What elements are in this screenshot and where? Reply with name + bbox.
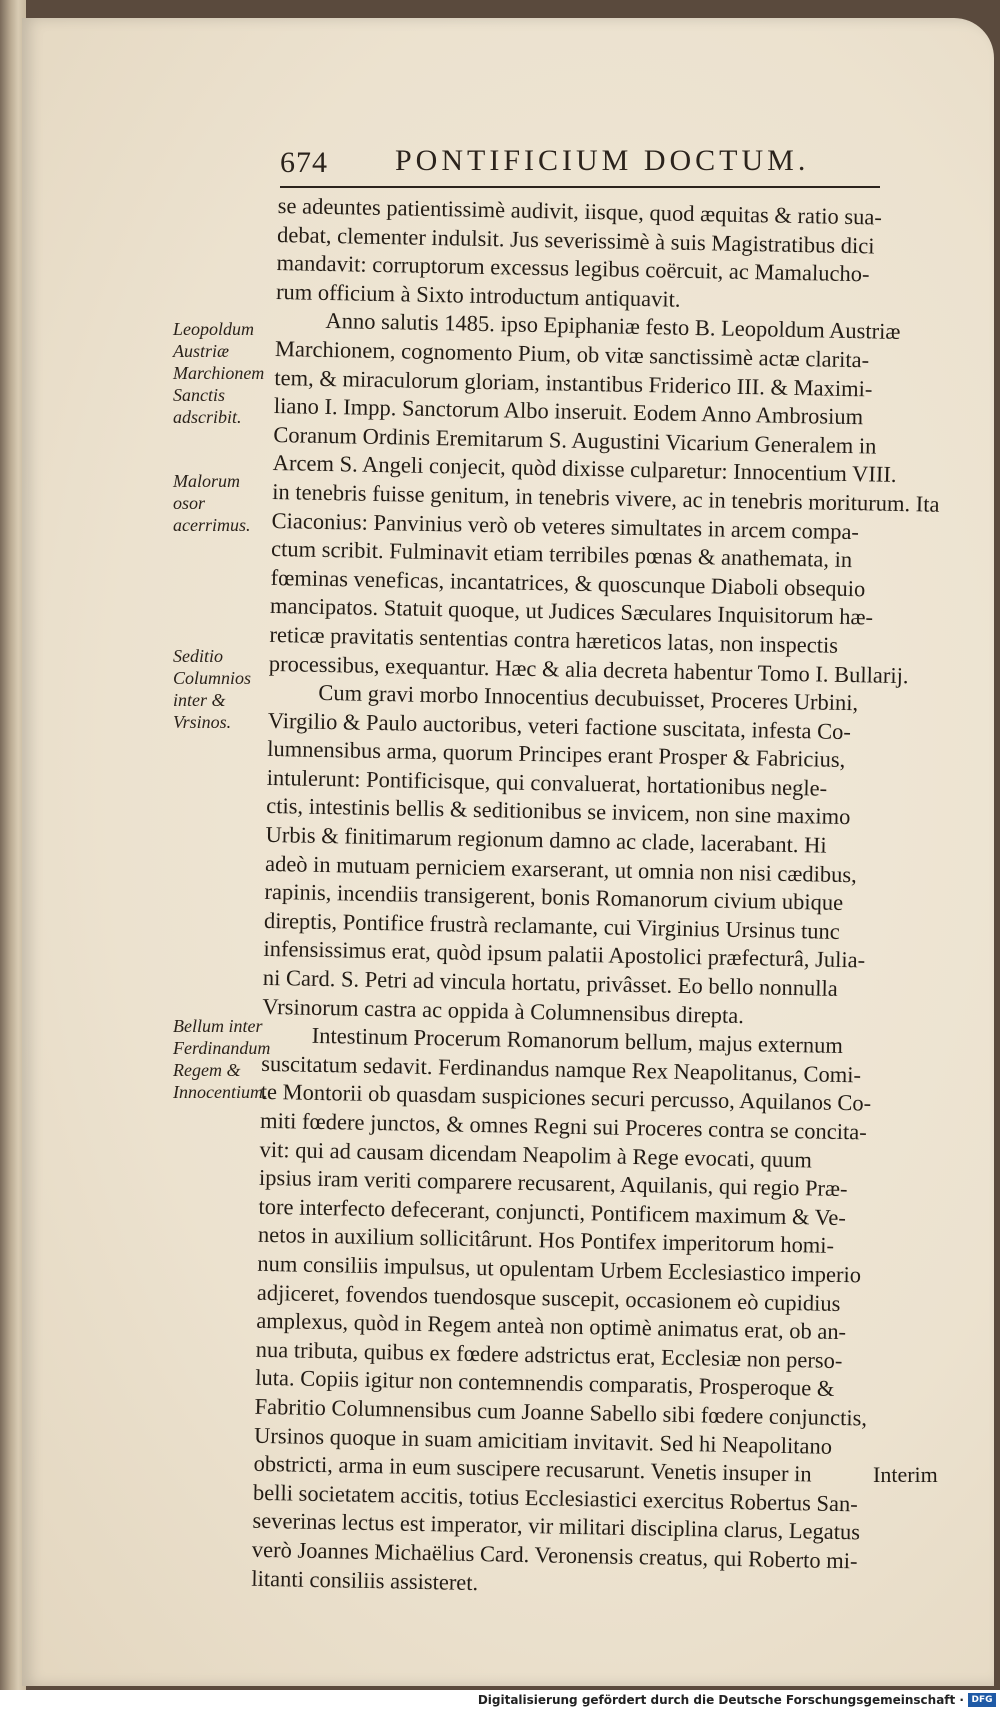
text-line: adeò in mutuam perniciem exarserant, ut omnia non nisi cædibus, (264, 850, 857, 887)
text-line: tem, & miraculorum gloriam, instantibus Friderico III. & Maximi- (274, 364, 873, 402)
text-line: debat, clementer indulsit. Jus severissimè à suis Magistratibus dici (276, 221, 875, 259)
text-line: liano I. Impp. Sanctorum Albo inseruit. Eodem Anno Ambrosium (273, 393, 864, 430)
text-line: Coranum Ordinis Eremitarum S. Augustini Vicarium Generalem in (273, 421, 877, 459)
page-header (280, 140, 860, 190)
text-line: ni Card. S. Petri ad vincula hortatu, privâsset. Eo bello nonnulla (262, 964, 838, 1001)
running-head: PONTIFICIUM DOCTUM. (395, 144, 810, 177)
text-line: Arcem S. Angeli conjecit, quòd dixisse culparetur: Innocentium VIII. (272, 450, 897, 488)
text-line: tore interfecto defecerant, conjuncti, Pontificem maximum & Ve- (258, 1193, 847, 1230)
text-line: mancipatos. Statuit quoque, ut Judices Sæculares Inquisitorum hæ- (269, 593, 874, 630)
text-line: netos in auxilium sollicitârunt. Hos Pontifex imperitorum homi- (257, 1222, 835, 1259)
text-line: Marchionem, cognomento Pium, ob vitæ sanctissimè actæ clarita- (274, 335, 870, 373)
text-line: litanti consiliis assisteret. (251, 1565, 479, 1595)
text-line: Virgilio & Paulo auctoribus, veteri factione suscitata, infesta Co- (267, 707, 852, 744)
dfg-logo: DFG (968, 1693, 996, 1707)
catchword: Interim (873, 1462, 938, 1487)
text-line: fœminas veneficas, incantatrices, & quoscunque Diaboli obsequio (270, 564, 866, 602)
text-line: Urbis & finitimarum regionum damno ac clade, lacerabant. Hi (265, 821, 827, 858)
text-line: direptis, Pontifice frustrà reclamante, cui Virginius Ursinus tunc (263, 907, 840, 944)
text-line: ctum scribit. Fulminavit etiam terribiles pœnas & anathemata, in (270, 536, 853, 573)
header-rule (280, 186, 880, 188)
margin-note-malorum: Malorum osor acerrimus. (173, 471, 251, 535)
text-line: miti fœdere junctos, & omnes Regni sui Proceres contra se concita- (259, 1107, 868, 1145)
text-line: Anno salutis 1485. ipso Epiphaniæ festo B. Leopoldum Austriæ (325, 308, 901, 345)
text-line: Fabritio Columnensibus cum Joanne Sabello sibi fœdere conjunctis, (254, 1393, 868, 1431)
text-line: num consiliis impulsus, ut opulentam Urbem Ecclesiastico imperio (257, 1250, 862, 1288)
text-line: reticæ pravitatis sententias contra hæreticos latas, non inspectis (269, 621, 839, 658)
text-line: lumnensibus arma, quorum Principes erant Prosper & Fabricius, (267, 736, 846, 773)
text-line: processibus, exequantur. Hæc & alia decreta habentur Tomo I. Bullarij. (268, 650, 909, 688)
text-line: Ciaconius: Panvinius verò ob veteres simultates in arcem compa- (271, 507, 860, 544)
margin-note-seditio: Seditio Columnios inter & Vrsinos. (173, 646, 252, 732)
text-line: severinas lectus est imperator, vir militari disciplina clarus, Legatus (252, 1508, 861, 1545)
body-text (251, 192, 940, 1605)
page-number: 674 (280, 146, 328, 179)
text-line: vit: qui ad causam dicendam Neapolim à Rege evocati, quum (259, 1136, 813, 1173)
text-line: intulerunt: Pontificisque, qui convaluerat, hortationibus negle- (266, 764, 828, 801)
margin-note-bellum: Bellum inter Ferdinandum Regem & Innocentium. (173, 1016, 271, 1102)
text-line: adjiceret, fovendos tuendosque suscepit, occasionem eò cupidius (256, 1279, 841, 1316)
text-line: suscitatum sedavit. Ferdinandus namque Rex Neapolitanus, Comi- (261, 1050, 862, 1088)
text-line: Vrsinorum castra ac oppida à Columnensibus direpta. (262, 993, 745, 1028)
text-line: luta. Copiis igitur non contemnendis comparatis, Prosperoque & (254, 1365, 835, 1402)
text-line: Ursinos quoque in suam amicitiam invitavit. Sed hi Neapolitano (253, 1422, 833, 1459)
text-line: rum officium à Sixto introductum antiquavit. (275, 278, 681, 312)
text-line: mandavit: corruptorum excessus legibus coërcuit, ac Mamalucho- (276, 250, 870, 287)
text-line: amplexus, quòd in Regem anteà non optimè animatus erat, ob an- (256, 1307, 847, 1345)
text-line: in tenebris fuisse genitum, in tenebris vivere, ac in tenebris moriturum. Ita (272, 478, 940, 517)
text-line: verò Joannes Michaëlius Card. Veronensis creatus, qui Roberto mi- (251, 1536, 858, 1574)
text-line: belli societatem accitis, totius Ecclesiastici exercitus Robertus San- (252, 1479, 858, 1517)
text-line: te Montorii ob quasdam suspiciones securi percusso, Aquilanos Co- (260, 1079, 872, 1116)
text-line: Cum gravi morbo Innocentius decubuisset, Proceres Urbini, (318, 679, 859, 716)
margin-note-leopold: Leopoldum Austriæ Marchionem Sanctis adscribit. (173, 319, 265, 427)
text-line: ipsius iram veriti comparere recusarent, Aquilanis, qui regio Præ- (258, 1165, 848, 1202)
text-line: rapinis, incendiis transigerent, bonis Romanorum civium ubique (264, 879, 844, 916)
text-line: Intestinum Procerum Romanorum bellum, majus externum (311, 1023, 844, 1059)
text-line: infensissimus erat, quòd ipsum palatii Apostolici præfecturâ, Julia- (263, 936, 866, 973)
text-line: se adeuntes patientissimè audivit, iisque, quod æquitas & ratio sua- (277, 192, 883, 230)
footer-credit: Digitalisierung gefördert durch die Deutsche Forschungsgemeinschaft · (477, 1693, 964, 1707)
text-line: ctis, intestinis bellis & seditionibus se invicem, non sine maximo (265, 793, 851, 830)
text-line: nua tributa, quibus ex fœdere adstrictus erat, Ecclesiæ non perso- (255, 1336, 843, 1373)
footer-bar (0, 1690, 1000, 1711)
text-line: obstricti, arma in eum suscipere recusarunt. Venetis insuper in (253, 1450, 812, 1487)
